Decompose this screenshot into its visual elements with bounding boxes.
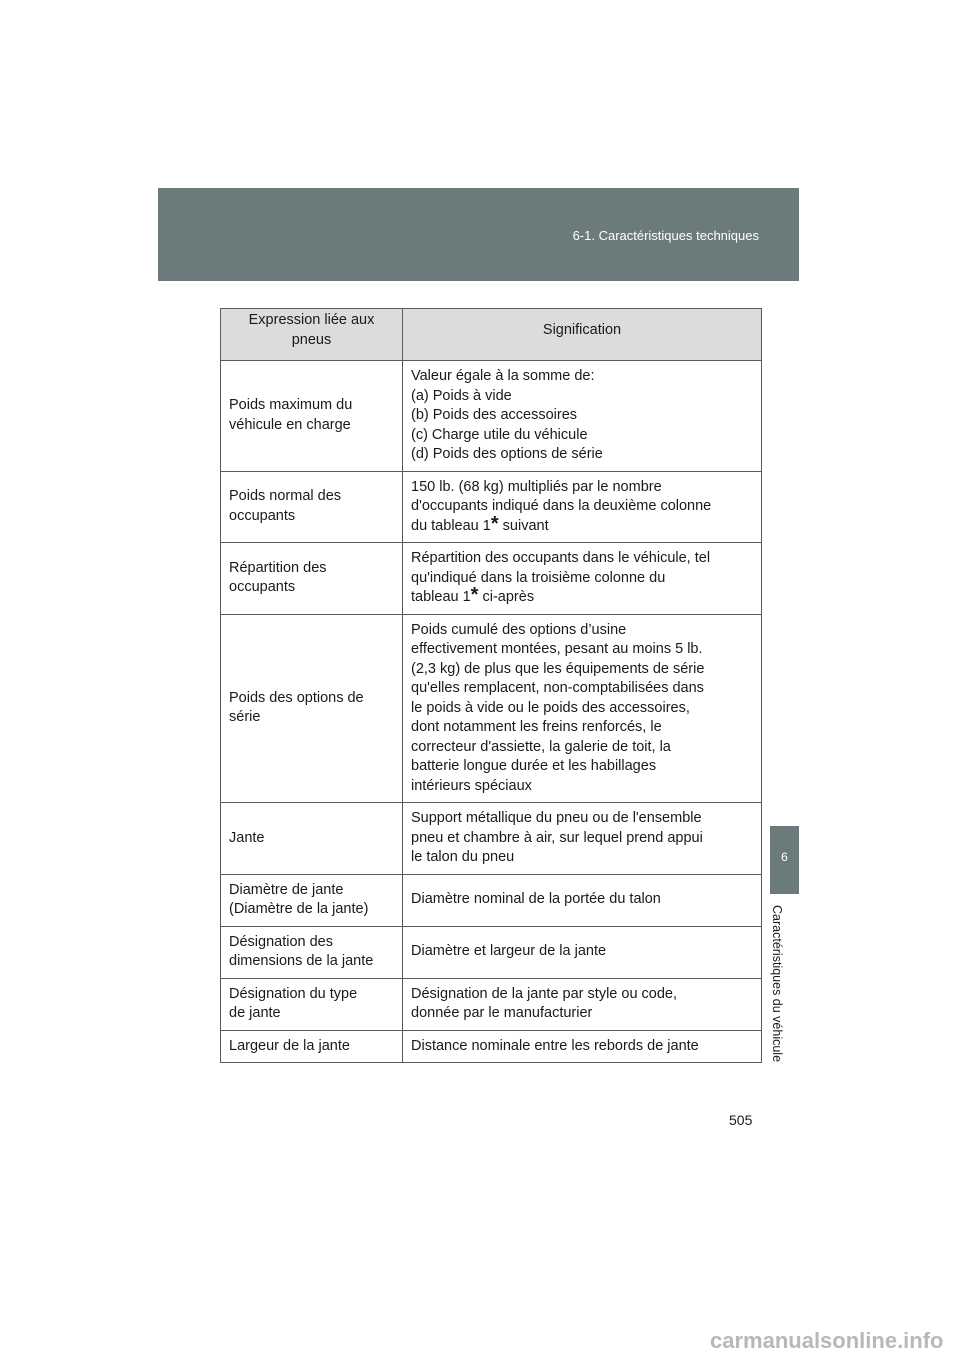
term-line: Désignation du type xyxy=(229,985,358,1002)
term-cell xyxy=(221,543,403,615)
table-row xyxy=(221,614,762,803)
term-line: Répartition des xyxy=(229,559,327,576)
term-line: (Diamètre de la jante) xyxy=(229,901,369,917)
meaning-cell xyxy=(403,874,762,926)
table-row xyxy=(221,471,762,543)
term-cell xyxy=(221,874,403,926)
meaning-cell xyxy=(403,471,762,543)
term-line: Largeur de la jante xyxy=(229,1037,350,1054)
meaning-line: intérieurs spéciaux xyxy=(411,777,532,794)
table-row xyxy=(221,1030,762,1063)
meaning-line: 150 lb. (68 kg) multipliés par le nombre xyxy=(411,478,662,495)
page-number: 505 xyxy=(729,1112,753,1128)
meaning-cell xyxy=(403,614,762,803)
tire-terms-table xyxy=(220,308,762,1063)
footnote-star: * xyxy=(490,512,499,535)
meaning-line: pneu et chambre à air, sur lequel prend appui xyxy=(411,829,703,846)
term-line: Poids maximum du xyxy=(229,397,353,414)
table-row xyxy=(221,926,762,978)
meaning-line xyxy=(411,512,753,537)
term-cell xyxy=(221,614,403,803)
term-cell xyxy=(221,926,403,978)
header-meaning: Signification xyxy=(403,309,762,361)
meaning-cell xyxy=(403,543,762,615)
meaning-line: (b) Poids des accessoires xyxy=(411,407,578,423)
meaning-line: (d) Poids des options de série xyxy=(411,446,603,462)
table-header-row xyxy=(221,309,762,361)
term-cell xyxy=(221,1030,403,1063)
meaning-text: suivant xyxy=(498,517,549,534)
meaning-line: qu'elles remplacent, non-comptabilisées dans xyxy=(411,680,704,696)
term-line: Poids des options de xyxy=(229,689,364,706)
term-line: occupants xyxy=(229,579,296,596)
meaning-line: Diamètre nominal de la portée du talon xyxy=(411,891,661,908)
meaning-line: Répartition des occupants dans le véhicule, tel xyxy=(411,550,711,566)
term-cell xyxy=(221,978,403,1030)
watermark: carmanualsonline.info xyxy=(710,1328,944,1353)
meaning-line: qu'indiqué dans la troisième colonne du xyxy=(411,569,666,586)
term-line: Poids normal des xyxy=(229,488,342,505)
meaning-text: tableau 1 xyxy=(411,589,471,605)
table-row xyxy=(221,361,762,472)
meaning-line: (2,3 kg) de plus que les équipements de série xyxy=(411,660,705,677)
footnote-star: * xyxy=(470,584,479,606)
meaning-line: donnée par le manufacturier xyxy=(411,1005,593,1021)
table-row xyxy=(221,978,762,1030)
meaning-line: le talon du pneu xyxy=(411,849,515,865)
meaning-cell xyxy=(403,978,762,1030)
meaning-line: correcteur d'assiette, la galerie de toit, la xyxy=(411,738,671,755)
meaning-line xyxy=(411,584,753,608)
meaning-cell xyxy=(403,1030,762,1063)
meaning-line: d'occupants indiqué dans la deuxième colonne xyxy=(411,498,712,514)
meaning-line: batterie longue durée et les habillages xyxy=(411,758,657,774)
meaning-line: Poids cumulé des options d’usine xyxy=(411,621,627,638)
term-line: série xyxy=(229,709,261,726)
meaning-text: du tableau 1 xyxy=(411,517,491,534)
meaning-line: (a) Poids à vide xyxy=(411,387,512,404)
term-line: Diamètre de jante xyxy=(229,881,344,898)
meaning-cell xyxy=(403,803,762,875)
meaning-line: effectivement montées, pesant au moins 5 lb. xyxy=(411,641,703,657)
term-line: de jante xyxy=(229,1005,281,1021)
header-term: Expression liée aux pneus xyxy=(221,309,403,361)
term-line: Désignation des xyxy=(229,933,333,950)
meaning-line: Diamètre et largeur de la jante xyxy=(411,943,607,960)
term-cell xyxy=(221,471,403,543)
term-line: Jante xyxy=(229,829,265,846)
meaning-cell xyxy=(403,361,762,472)
meaning-line: Désignation de la jante par style ou code, xyxy=(411,985,678,1002)
term-line: occupants xyxy=(229,507,296,524)
section-header xyxy=(158,188,799,281)
meaning-line: Valeur égale à la somme de: xyxy=(411,368,595,384)
term-line: véhicule en charge xyxy=(229,416,351,433)
meaning-line: (c) Charge utile du véhicule xyxy=(411,426,588,443)
meaning-cell xyxy=(403,926,762,978)
term-cell xyxy=(221,361,403,472)
meaning-line: Distance nominale entre les rebords de jante xyxy=(411,1037,699,1054)
term-line: dimensions de la jante xyxy=(229,953,374,969)
table-row xyxy=(221,803,762,875)
section-title: 6-1. Caractéristiques techniques xyxy=(572,228,759,243)
chapter-label: Caractéristiques du véhicule xyxy=(770,905,784,1063)
table-row xyxy=(221,874,762,926)
meaning-line: dont notamment les freins renforcés, le xyxy=(411,719,662,735)
meaning-line: le poids à vide ou le poids des accessoires, xyxy=(411,699,690,716)
table-row xyxy=(221,543,762,615)
term-cell xyxy=(221,803,403,875)
meaning-text: ci-après xyxy=(478,589,535,605)
meaning-line: Support métallique du pneu ou de l'ensemble xyxy=(411,810,702,826)
chapter-tab xyxy=(770,826,799,894)
chapter-number: 6 xyxy=(781,850,788,864)
